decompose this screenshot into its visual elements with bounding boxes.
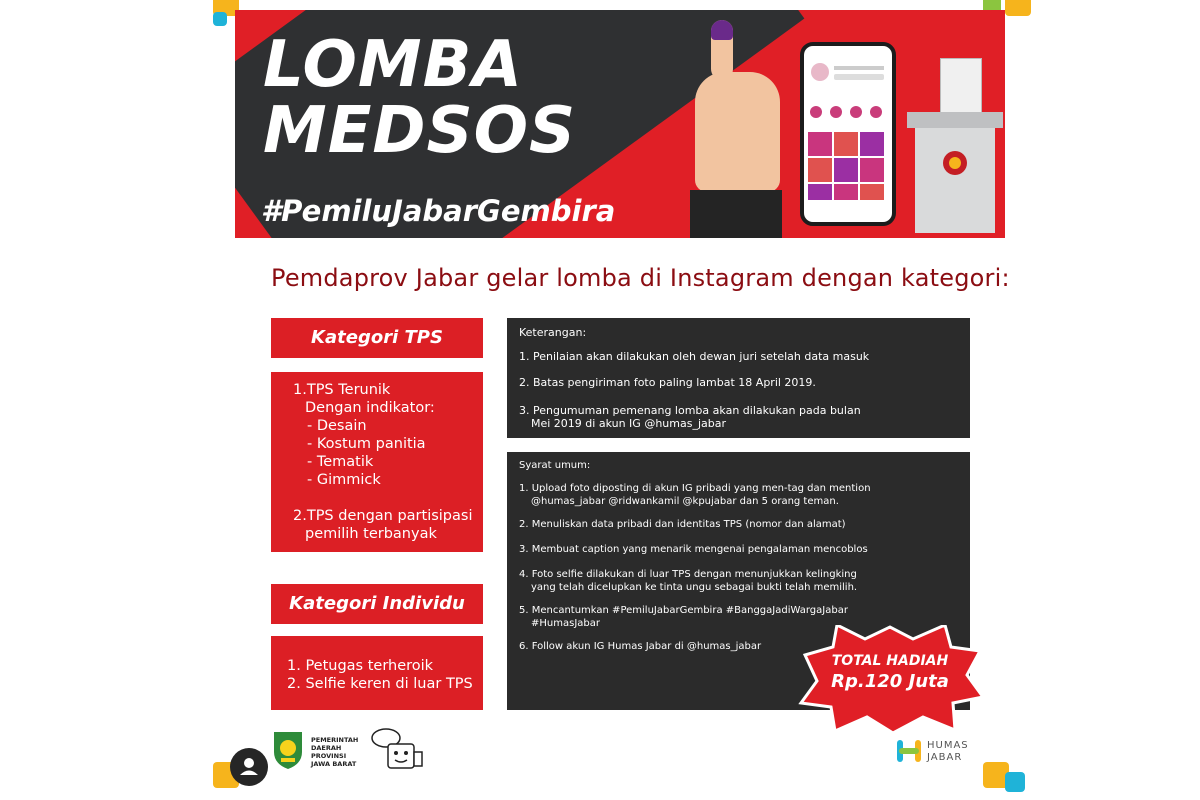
kategori-individu-body bbox=[271, 636, 483, 710]
poster bbox=[213, 0, 1031, 800]
tps-indicator-kostum: - Kostum panitia bbox=[307, 436, 426, 452]
fist-illustration bbox=[695, 72, 780, 192]
pemprov-text bbox=[311, 736, 358, 768]
corner-decoration-top-left-2 bbox=[213, 12, 227, 26]
tps-item-2-line-2: pemilih terbanyak bbox=[305, 526, 437, 542]
phone-illustration bbox=[800, 42, 896, 226]
profile-avatar-button[interactable] bbox=[230, 748, 268, 786]
individu-item-1: 1. Petugas terheroik bbox=[287, 658, 434, 674]
humas-line-2: JABAR bbox=[927, 752, 963, 763]
kategori-individu-header: Kategori Individu bbox=[271, 584, 483, 624]
sleeve-illustration bbox=[690, 190, 782, 238]
inked-fingertip bbox=[711, 20, 733, 40]
syarat-item-4-cont: yang telah dicelupkan ke tinta ungu sebagai bukti telah memilih. bbox=[531, 582, 858, 593]
pemprov-line-1: PEMERINTAH bbox=[311, 736, 359, 744]
keterangan-item-2: 2. Batas pengiriman foto paling lambat 18 April 2019. bbox=[519, 376, 816, 389]
mascot-logo-icon bbox=[368, 726, 428, 776]
title-line-2: MEDSOS bbox=[263, 94, 577, 168]
humas-jabar-text bbox=[927, 740, 969, 764]
tps-item-1: 1.TPS Terunik bbox=[293, 382, 391, 398]
jabar-emblem-icon bbox=[271, 730, 305, 770]
user-icon bbox=[230, 748, 268, 786]
tps-indicator-label: Dengan indikator: bbox=[305, 400, 435, 416]
keterangan-item-3-cont: Mei 2019 di akun IG @humas_jabar bbox=[531, 417, 726, 430]
subtitle: Pemdaprov Jabar gelar lomba di Instagram dengan kategori: bbox=[271, 264, 1010, 292]
corner-decoration-top-right bbox=[1005, 0, 1031, 16]
keterangan-item-3: 3. Pengumuman pemenang lomba akan dilakukan pada bulan bbox=[519, 404, 861, 417]
kategori-tps-body bbox=[271, 372, 483, 552]
tps-item-2-line-1: 2.TPS dengan partisipasi bbox=[293, 508, 473, 524]
keterangan-panel bbox=[507, 318, 970, 438]
total-hadiah-amount: Rp.120 Juta bbox=[831, 671, 949, 692]
pemprov-line-3: PROVINSI bbox=[311, 752, 347, 760]
kpu-logo-icon bbox=[915, 115, 995, 233]
humas-jabar-logo-icon bbox=[895, 736, 923, 766]
banner-hashtag: #PemiluJabarGembira bbox=[261, 194, 616, 228]
banner-title bbox=[263, 28, 577, 168]
title-line-1: LOMBA bbox=[263, 28, 523, 102]
ballot-box-illustration bbox=[915, 115, 995, 233]
syarat-item-1: 1. Upload foto diposting di akun IG pribadi yang men-tag dan mention bbox=[519, 483, 871, 494]
humas-line-1: HUMAS bbox=[927, 740, 969, 751]
ballot-box-lid bbox=[907, 112, 1003, 128]
syarat-item-3: 3. Membuat caption yang menarik mengenai pengalaman mencoblos bbox=[519, 544, 868, 555]
keterangan-header: Keterangan: bbox=[519, 326, 587, 339]
individu-item-2: 2. Selfie keren di luar TPS bbox=[287, 676, 473, 692]
tps-indicator-desain: - Desain bbox=[307, 418, 367, 434]
syarat-header: Syarat umum: bbox=[519, 460, 591, 471]
syarat-item-2: 2. Menuliskan data pribadi dan identitas TPS (nomor dan alamat) bbox=[519, 519, 846, 530]
keterangan-item-1: 1. Penilaian akan dilakukan oleh dewan juri setelah data masuk bbox=[519, 350, 870, 363]
corner-decoration-bottom-right-2 bbox=[1005, 772, 1025, 792]
pemprov-line-2: DAERAH bbox=[311, 744, 342, 752]
total-hadiah-badge bbox=[795, 625, 985, 735]
total-hadiah-label: TOTAL HADIAH bbox=[831, 653, 949, 669]
syarat-item-5: 5. Mencantumkan #PemiluJabarGembira #BanggaJadiWargaJabar bbox=[519, 605, 848, 616]
instagram-screen-icon bbox=[804, 46, 892, 222]
pemprov-line-4: JAWA BARAT bbox=[311, 760, 357, 768]
syarat-item-1-cont: @humas_jabar @ridwankamil @kpujabar dan 5 orang teman. bbox=[531, 496, 839, 507]
banner bbox=[235, 10, 1005, 238]
tps-indicator-tematik: - Tematik bbox=[307, 454, 374, 470]
syarat-item-6: 6. Follow akun IG Humas Jabar di @humas_jabar bbox=[519, 641, 762, 652]
syarat-item-5-cont: #HumasJabar bbox=[531, 618, 600, 629]
kategori-tps-header: Kategori TPS bbox=[271, 318, 483, 358]
syarat-item-4: 4. Foto selfie dilakukan di luar TPS dengan menunjukkan kelingking bbox=[519, 569, 857, 580]
tps-indicator-gimmick: - Gimmick bbox=[307, 472, 381, 488]
